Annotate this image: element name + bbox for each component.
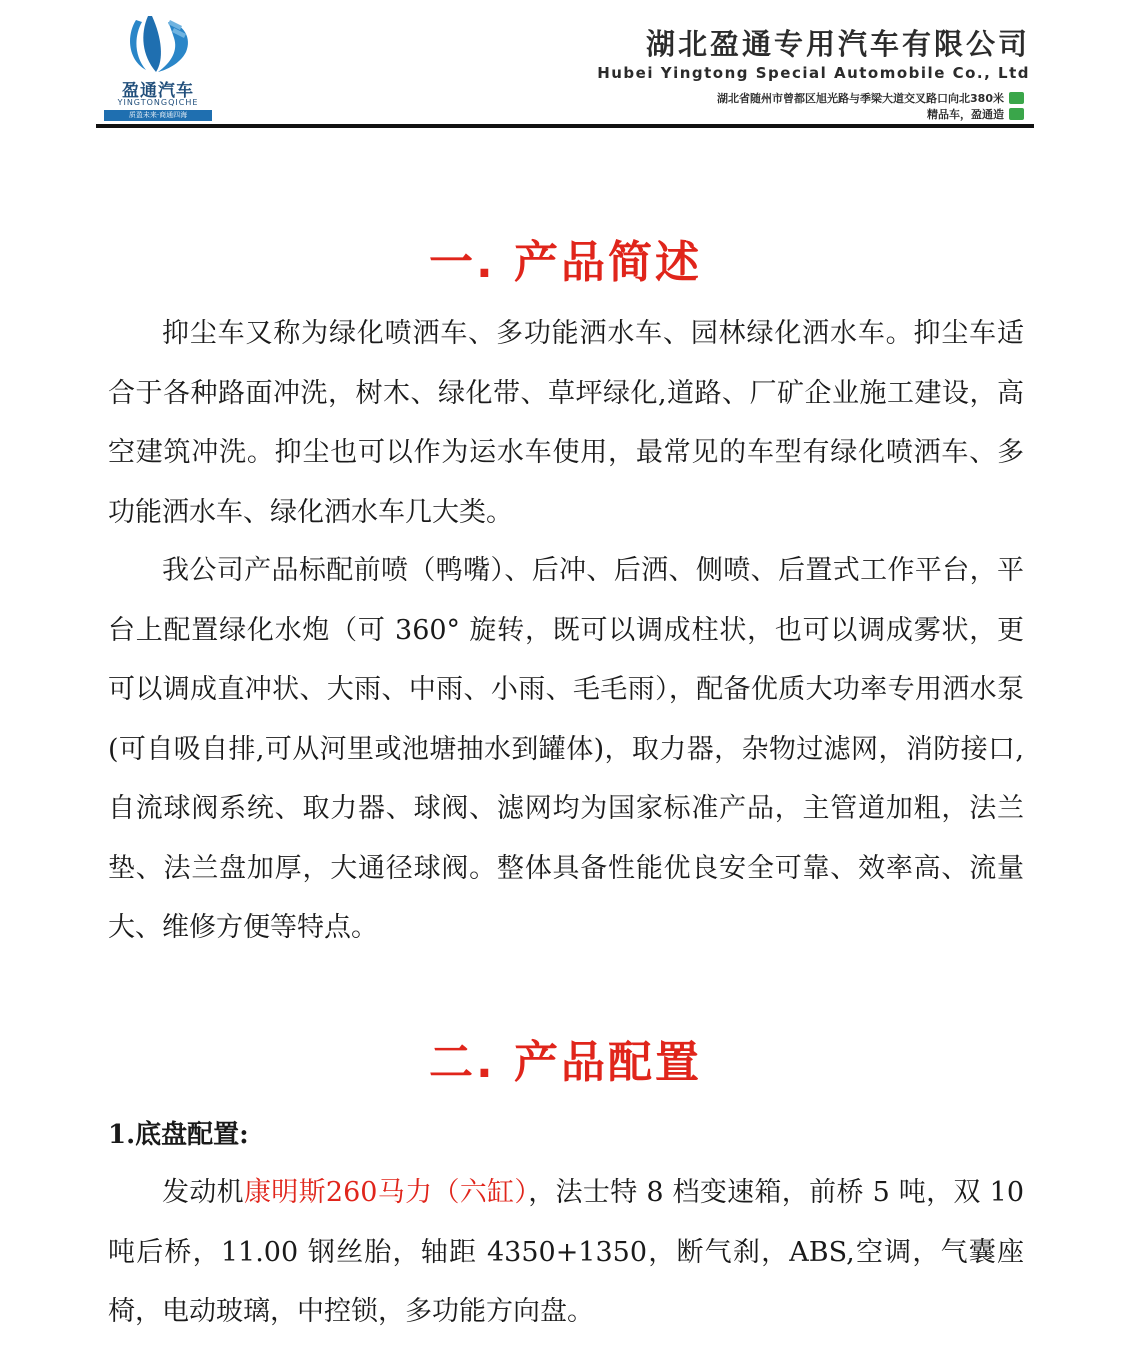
overview-paragraph-1: 抑尘车又称为绿化喷洒车、多功能洒水车、园林绿化洒水车。抑尘车适合于各种路面冲洗，树木、绿化带、草坪绿化,道路、厂矿企业施工建设，高空建筑冲洗。抑尘也可以作为运水车使用，最常见的车型有绿化喷洒车、多功能洒水车、绿化洒水车几大类。 (108, 318, 1024, 528)
header-divider (96, 124, 1034, 128)
company-logo (100, 8, 216, 124)
chassis-subheading: 1.底盘配置: (108, 1120, 249, 1150)
company-name-cn: 湖北盈通专用汽车有限公司 (645, 27, 1030, 61)
leaf-badge-icon (1009, 108, 1024, 120)
chassis-paragraph (108, 1163, 1024, 1342)
chassis-engine-highlight: 康明斯260马力（六缸） (243, 1177, 529, 1208)
overview-paragraph-2: 我公司产品标配前喷（鸭嘴）、后冲、后洒、侧喷、后置式工作平台，平台上配置绿化水炮（可 360° 旋转，既可以调成柱状，也可以调成雾状，更可以调成直冲状、大雨、中雨、小雨、毛毛雨），配备优质大功率专用洒水泵(可自吸自排,可从河里或池塘抽水到罐体)，取力器，杂物过滤网，消防接口,自流球阀系统、取力器、球阀、滤网均为国家标准产品，主管道加粗，法兰垫、法兰盘加厚，大通径球阀。整体具备性能优良安全可靠、效率高、流量大、维修方便等特点。 (108, 555, 1024, 943)
letterhead (96, 8, 1034, 132)
section-title-overview: 一. 产品简述 (428, 237, 703, 288)
slogan-row (927, 106, 1024, 122)
section-title-configuration: 二. 产品配置 (428, 1037, 703, 1088)
location-badge-icon (1009, 92, 1024, 104)
company-name-en: Hubei Yingtong Special Automobile Co., Ltd (597, 64, 1030, 82)
chassis-details: ，法士特 8 档变速箱，前桥 5 吨，双 10 吨后桥，11.00 钢丝胎，轴距 4350+1350，断气刹，ABS,空调，气囊座椅，电动玻璃，中控锁，多功能方向盘。 (108, 1177, 1024, 1327)
chassis-prefix: 发动机 (162, 1177, 244, 1208)
logo-pinyin: YINGTONGQICHE (117, 98, 199, 107)
logo-mark-icon (122, 12, 194, 78)
logo-slogan: 质盈未来·商通四海 (104, 110, 212, 121)
address-row (717, 90, 1024, 106)
company-address: 湖北省随州市曾都区旭光路与季梁大道交叉路口向北380米 (717, 92, 1004, 105)
company-slogan: 精品车，盈通造 (927, 108, 1004, 121)
logo-name: 盈通汽车 (122, 81, 194, 101)
